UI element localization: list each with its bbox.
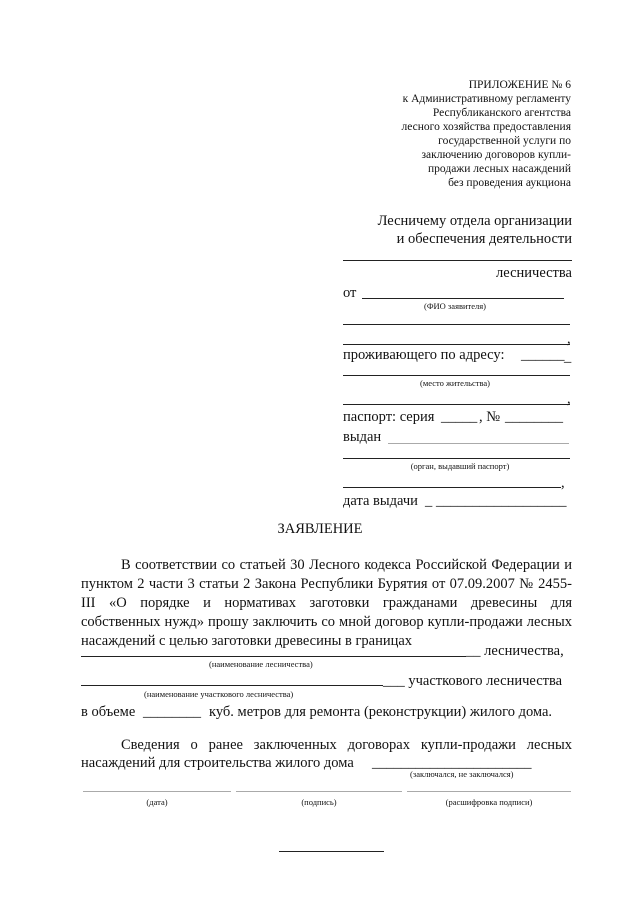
volume-prefix: в объеме — [81, 704, 136, 720]
applicant-name-line — [362, 298, 564, 299]
residing-label: проживающего по адресу: — [343, 347, 505, 363]
previous-contracts-line-2: насаждений для строительства жилого дома — [81, 755, 354, 771]
district-suffix: ___ участкового лесничества — [383, 673, 563, 689]
issuer-caption: (орган, выдавший паспорт) — [410, 461, 510, 471]
comma: , — [567, 391, 571, 407]
comma: , — [567, 331, 571, 347]
appendix-block — [311, 78, 571, 190]
footer-divider — [279, 851, 384, 852]
applicant-line-3 — [343, 344, 570, 345]
issued-line — [388, 443, 569, 444]
appendix-line: лесного хозяйства предоставления — [401, 121, 571, 133]
issued-label: выдан — [343, 429, 382, 445]
fio-caption: (ФИО заявителя) — [423, 301, 487, 311]
district-caption: (наименование участкового лесничества) — [144, 689, 294, 699]
issue-date-blank: __________________ — [436, 493, 567, 509]
signature-caption: (подпись) — [301, 797, 337, 807]
appendix-line: продажи лесных насаждений — [428, 163, 571, 175]
forestry-label: лесничества — [496, 265, 572, 281]
appendix-line: к Административному регламенту — [402, 93, 571, 105]
residence-line-2 — [343, 404, 570, 405]
previous-contracts-caption: (заключался, не заключался) — [410, 769, 514, 779]
residence-caption: (место жительства) — [420, 378, 490, 388]
passport-number-label: , № — [479, 409, 501, 425]
forestry-caption: (наименование лесничества) — [209, 659, 313, 669]
residence-line — [343, 375, 570, 376]
forestry-name-line — [81, 656, 466, 657]
from-label: от — [343, 285, 357, 301]
date-line — [83, 791, 231, 792]
volume-suffix: куб. метров для ремонта (реконструкции) жилого дома. — [209, 704, 553, 720]
issue-date-blank-short: _ — [425, 493, 433, 509]
issue-date-label: дата выдачи — [343, 493, 418, 509]
appendix-line: заключению договоров купли- — [421, 149, 571, 161]
appendix-line: государственной услуги по — [438, 135, 571, 147]
application-paragraph: В соответствии со статьей 30 Лесного кодекса Российской Федерации и пунктом 2 части 3 статьи 2 Закона Республики Бурятия от 07.09.2007 № 2455-III «О порядке и нормативах заготовки гражданами древесины для собственных нужд» прошу заключить со мной договор купли-продажи лесных насаждений с целью заготовки древесины в границах — [81, 557, 572, 649]
volume-blank: ________ — [143, 704, 201, 720]
comma: , — [561, 475, 565, 491]
issuer-line — [343, 458, 570, 459]
issuer-line-2 — [343, 487, 561, 488]
residing-underscore: _ — [564, 349, 572, 365]
passport-series-label: паспорт: серия — [343, 409, 435, 425]
transcript-caption: (расшифровка подписи) — [445, 797, 533, 807]
addressee-line-2: и обеспечения деятельности — [396, 231, 572, 247]
appendix-line: Республиканского агентства — [432, 107, 571, 119]
previous-contracts-line-1: Сведения о ранее заключенных договорах купли-продажи лесных — [121, 737, 572, 753]
passport-series-blank: _____ — [441, 409, 478, 425]
date-caption: (дата) — [146, 797, 168, 807]
appendix-line: без проведения аукциона — [448, 177, 571, 189]
appendix-title: ПРИЛОЖЕНИЕ № 6 — [468, 79, 571, 91]
document-heading: ЗАЯВЛЕНИЕ — [277, 521, 363, 537]
previous-contracts-blank: ______________________ — [372, 755, 532, 771]
residing-blank: ______ — [521, 347, 565, 363]
passport-number-blank: ________ — [505, 409, 563, 425]
forestry-suffix: __ лесничества, — [466, 643, 564, 659]
addressee-line-1: Лесничему отдела организации — [377, 213, 572, 229]
forestry-name-line — [343, 260, 572, 261]
applicant-line-2 — [343, 324, 570, 325]
signature-line — [236, 791, 402, 792]
transcript-line — [407, 791, 571, 792]
district-forestry-line — [81, 685, 383, 686]
